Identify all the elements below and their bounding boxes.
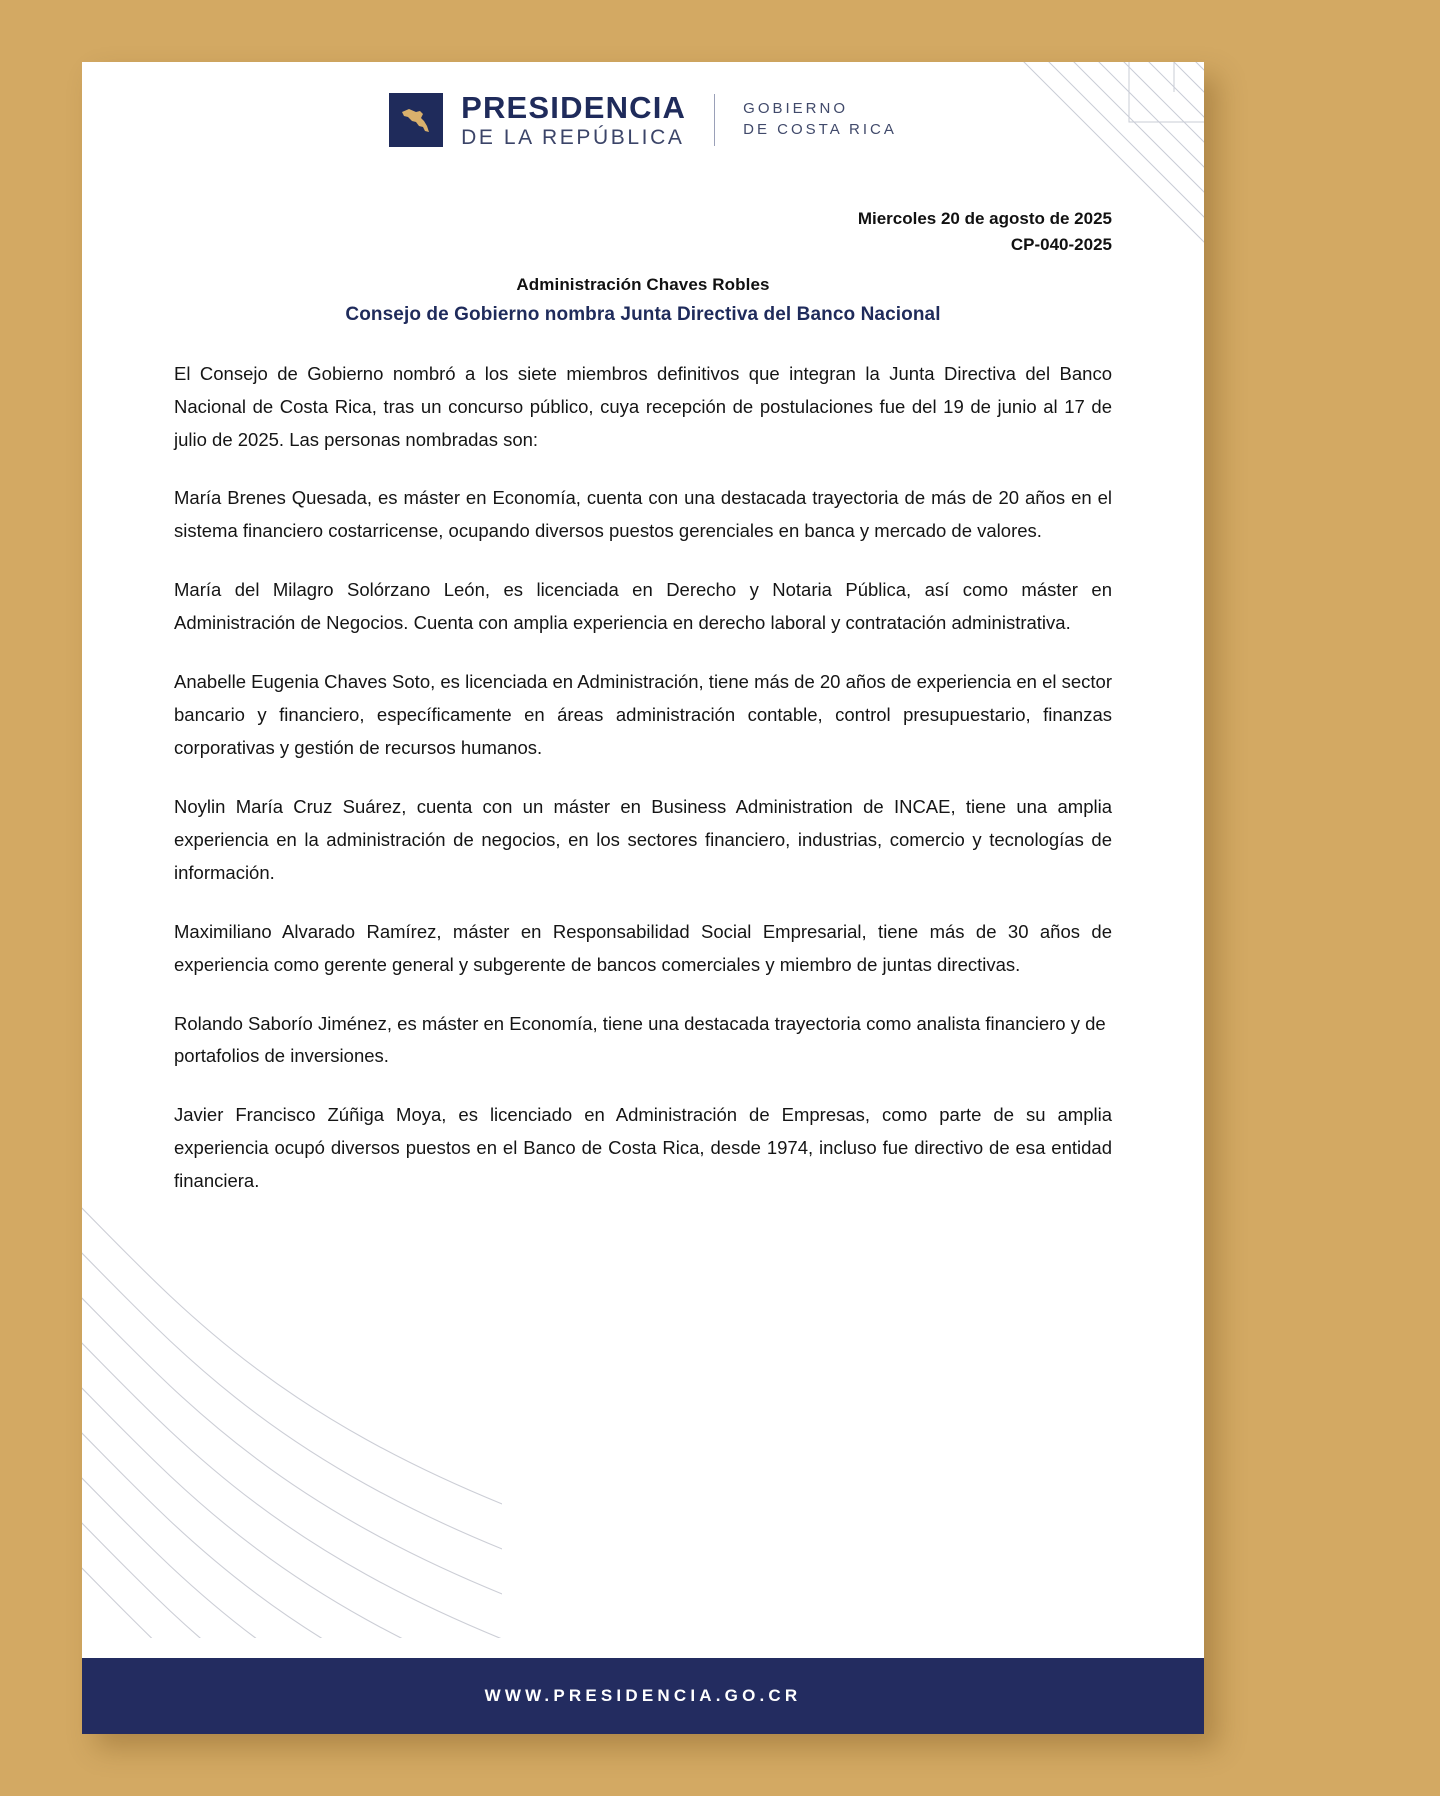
decorative-lines-bottom-left bbox=[82, 1178, 502, 1638]
wordmark bbox=[461, 92, 686, 148]
title-block bbox=[82, 275, 1204, 326]
document-code: CP-040-2025 bbox=[1010, 235, 1112, 255]
gobierno-de-costa-rica-mark bbox=[743, 99, 897, 140]
letterhead bbox=[82, 62, 1204, 148]
paragraph-member-1: María Brenes Quesada, es máster en Economía, cuenta con una destacada trayectoria de más de 20 años en el sistema financiero costarricense, ocupando diversos puestos gerenciales en banca y mercado de valores. bbox=[174, 487, 1112, 542]
document-page bbox=[82, 62, 1204, 1734]
gov-line-1: GOBIERNO bbox=[743, 100, 849, 118]
paragraph-member-2: María del Milagro Solórzano León, es licenciada en Derecho y Notaria Pública, así como máster en Administración de Negocios. Cuenta con amplia experiencia en derecho laboral y contratación administrativa. bbox=[174, 579, 1112, 634]
paragraph-member-7: Javier Francisco Zúñiga Moya, es licenciado en Administración de Empresas, como parte de su amplia experiencia ocupó diversos puestos en el Banco de Costa Rica, desde 1974, incluso fue directivo de esa entidad financiera. bbox=[174, 1104, 1112, 1192]
wordmark-main: PRESIDENCIA bbox=[461, 90, 687, 125]
document-date: Miercoles 20 de agosto de 2025 bbox=[857, 209, 1112, 228]
footer-band bbox=[82, 1658, 1204, 1734]
costa-rica-map-crest-icon bbox=[389, 93, 443, 147]
wordmark-sub: DE LA REPÚBLICA bbox=[461, 126, 685, 149]
paragraph-member-3: Anabelle Eugenia Chaves Soto, es licenciada en Administración, tiene más de 20 años de experiencia en el sector bancario y financiero, específicamente en áreas administración contable, control presupuestario, finanzas corporativas y gestión de recursos humanos. bbox=[174, 671, 1112, 758]
website-url[interactable]: WWW.PRESIDENCIA.GO.CR bbox=[484, 1686, 802, 1705]
paragraph-member-4: Noylin María Cruz Suárez, cuenta con un máster en Business Administration de INCAE, tiene una amplia experiencia en la administración de negocios, en los sectores financiero, industrias, comercio y tecnologías de información. bbox=[174, 795, 1112, 883]
paragraph-member-5: Maximiliano Alvarado Ramírez, máster en Responsabilidad Social Empresarial, tiene más de 30 años de experiencia como gerente general y subgerente de bancos comerciales y miembro de juntas directivas. bbox=[174, 920, 1112, 975]
presidencia-logo bbox=[389, 92, 686, 148]
paragraph-member-6: Rolando Saborío Jiménez, es máster en Economía, tiene una destacada trayectoria como analista financiero y de portafolios de inversiones. bbox=[174, 1012, 1106, 1067]
document-meta bbox=[82, 206, 1204, 259]
administration-label: Administración Chaves Robles bbox=[516, 274, 770, 294]
press-release-body bbox=[82, 358, 1204, 1198]
gov-line-2: DE COSTA RICA bbox=[743, 121, 897, 138]
paragraph-intro: El Consejo de Gobierno nombró a los siete miembros definitivos que integran la Junta Directiva del Banco Nacional de Costa Rica, tras un concurso público, cuya recepción de postulaciones fue del 19 de junio al 17 de julio de 2025. Las personas nombradas son: bbox=[174, 362, 1112, 450]
page-title: Consejo de Gobierno nombra Junta Directiva del Banco Nacional bbox=[345, 303, 941, 325]
logo-divider bbox=[714, 94, 715, 146]
